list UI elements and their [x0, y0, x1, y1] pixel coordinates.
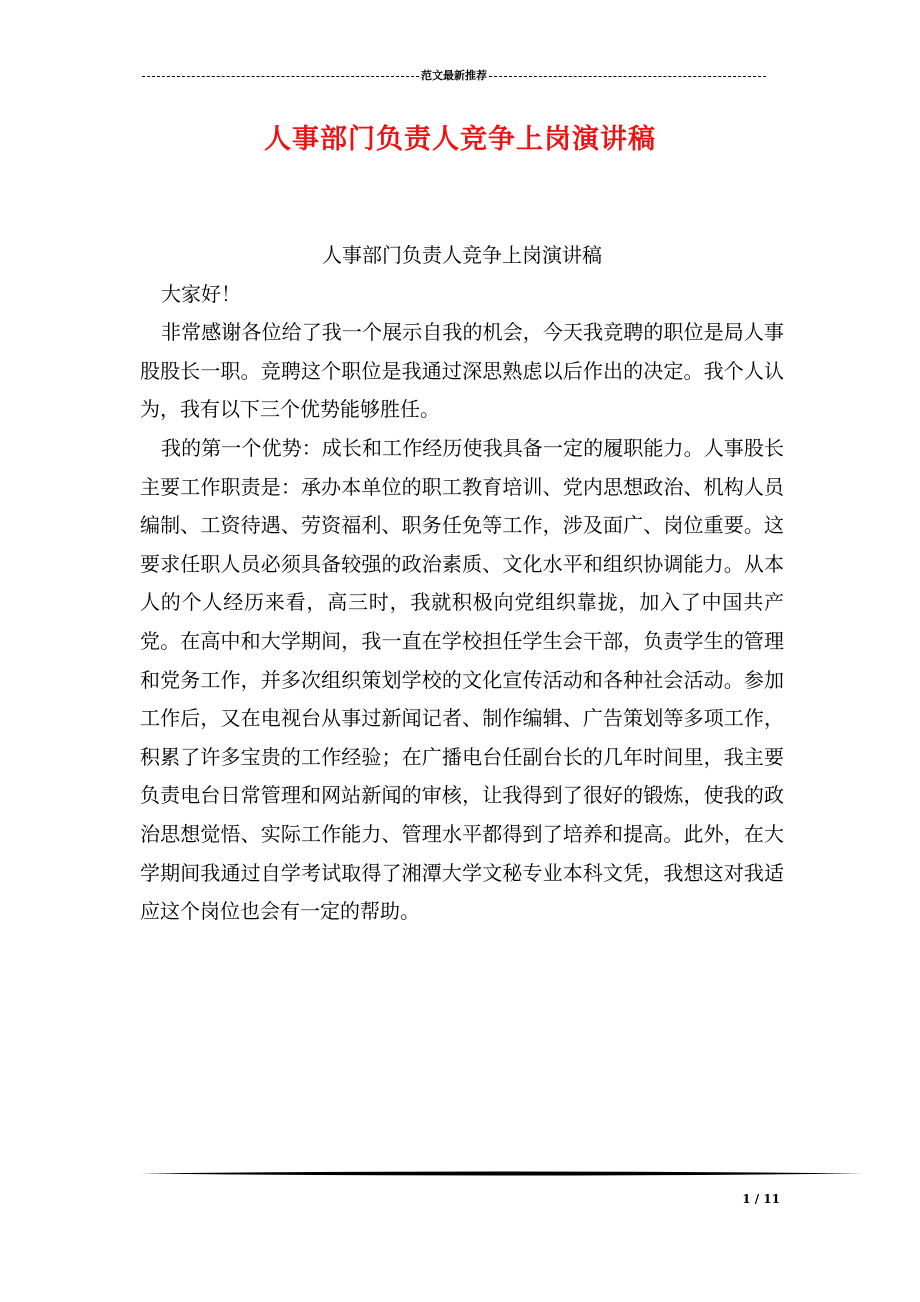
footer-rule	[140, 1170, 863, 1177]
page-header	[140, 66, 768, 86]
header-dash-left	[142, 76, 419, 77]
header-label: 范文最新推荐	[421, 69, 487, 82]
greeting: 大家好！	[161, 281, 241, 306]
paragraph-1: 非常感谢各位给了我一个展示自我的机会，今天我竞聘的职位是局人事股股长一职。竞聘这个职位是我通过深思熟虑以后作出的决定。我个人认为，我有以下三个优势能够胜任。	[140, 320, 784, 422]
header-dash-right	[489, 76, 766, 77]
document-subtitle: 人事部门负责人竞争上岗演讲稿	[322, 243, 602, 267]
paragraph-2: 我的第一个优势：成长和工作经历使我具备一定的履职能力。人事股长主要工作职责是：承办本单位的职工教育培训、党内思想政治、机构人员编制、工资待遇、劳资福利、职务任免等工作，涉及面广、岗位重要。这要求任职人员必须具备较强的政治素质、文化水平和组织协调能力。从本人的个人经历来看，高三时，我就积极向党组织靠拢，加入了中国共产党。在高中和大学期间，我一直在学校担任学生会干部，负责学生的管理和党务工作，并多次组织策划学校的文化宣传活动和各种社会活动。参加工作后，又在电视台从事过新闻记者、制作编辑、广告策划等多项工作，积累了许多宝贵的工作经验；在广播电台任副台长的几年时间里，我主要负责电台日常管理和网站新闻的审核，让我得到了很好的锻炼，使我的政治思想觉悟、实际工作能力、管理水平都得到了培养和提高。此外，在大学期间我通过自学考试取得了湘潭大学文秘专业本科文凭，我想这对我适应这个岗位也会有一定的帮助。	[140, 435, 784, 924]
page-number: 1 / 11	[742, 1192, 780, 1206]
document-title: 人事部门负责人竞争上岗演讲稿	[264, 124, 656, 155]
document-body	[140, 236, 784, 931]
